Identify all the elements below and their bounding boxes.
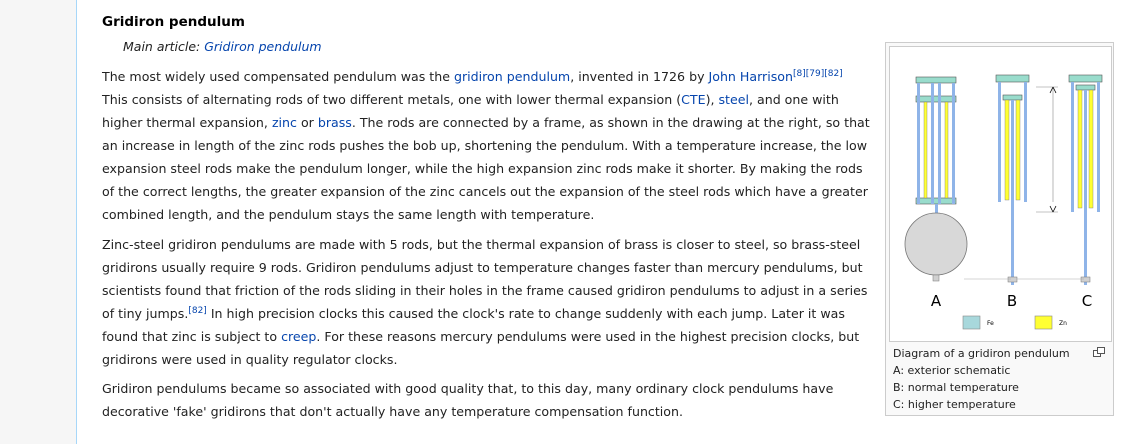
citation-82[interactable]: [82] — [188, 305, 207, 316]
caption-line-c: C: higher temperature — [893, 398, 1016, 411]
section-heading: Gridiron pendulum — [102, 14, 245, 30]
figure-label-c: C — [1081, 292, 1093, 310]
figure-thumbnail — [885, 42, 1114, 416]
pendulum-b-diagram — [996, 75, 1058, 285]
gridiron-diagram-image[interactable] — [889, 46, 1112, 342]
p1-text-7: . The rods are connected by a frame, as shown in the drawing at the right, so that an increase in length of the zinc rods pushes the bob up, shortening the pendulum. With a temperature increase, the low expansion steel rods make the pendulum longer, while the high expansion zinc rods make it shorter. By making the rods of the correct lengths, the greater expansion of the zinc cancels out the expansion of the steel rods which have a greater combined length, and the pendulum stays the same length with temperature. — [102, 115, 870, 222]
p1-text-6: or — [296, 115, 318, 130]
pendulum-a-diagram — [905, 77, 967, 281]
link-cte[interactable]: CTE — [681, 92, 706, 107]
p1-text-1: The most widely used compensated pendulum was the — [102, 69, 454, 84]
caption-line-b: B: normal temperature — [893, 381, 1019, 394]
legend-zn-label: Zn — [1059, 320, 1067, 327]
hatnote — [123, 39, 322, 54]
hatnote-link[interactable]: Gridiron pendulum — [204, 39, 322, 54]
link-gridiron-pendulum[interactable]: gridiron pendulum — [453, 69, 571, 84]
p2-text-2: In high precision clocks this caused the clock's rate to change suddenly with each jump. Later it was found that zinc is subject to — [102, 306, 845, 344]
paragraph-2 — [102, 233, 872, 371]
p1-text-4: ), — [705, 92, 719, 107]
link-creep[interactable]: creep — [281, 329, 317, 344]
p3-text-1: Gridiron pendulums became so associated with good quality that, to this day, many ordinary clock pendulums have decorative 'fake' gridirons that don't actually have any temperature compensation function. — [102, 381, 834, 419]
p1-text-3: This consists of alternating rods of two different metals, one with lower thermal expansion ( — [102, 92, 682, 107]
p1-text-5: , and one with higher thermal expansion, — [102, 92, 839, 130]
enlarge-icon[interactable] — [1093, 342, 1105, 352]
figure-label-a: A — [930, 292, 942, 310]
citation-8-79-82[interactable]: [8][79][82] — [793, 68, 843, 79]
link-john-harrison[interactable]: John Harrison — [708, 69, 793, 84]
article-content — [76, 0, 1130, 444]
figure-caption — [893, 345, 1093, 413]
pendulum-c-diagram — [1069, 75, 1102, 285]
p2-text-1: Zinc-steel gridiron pendulums are made with 5 rods, but the thermal expansion of brass is closer to steel, so brass-steel gridirons usually require 9 rods. Gridiron pendulums adjust to temperature changes faster than mercury pendulums, but scientists found that friction of the rods sliding in their holes in the frame caused gridiron pendulums to adjust in a series of tiny jumps. — [102, 237, 868, 321]
link-zinc[interactable]: zinc — [271, 115, 297, 130]
p1-text-2: , invented in 1726 by — [570, 69, 709, 84]
legend-zn-swatch — [1035, 316, 1052, 329]
link-brass[interactable]: brass — [317, 115, 352, 130]
paragraph-1 — [102, 65, 872, 226]
caption-line-a: A: exterior schematic — [893, 364, 1011, 377]
p2-text-3: . For these reasons mercury pendulums were used in the highest precision clocks, but gridirons were used in quality regulator clocks. — [102, 329, 860, 367]
legend-fe-label: Fe — [987, 320, 994, 327]
link-steel[interactable]: steel — [718, 92, 749, 107]
paragraph-3 — [102, 377, 872, 423]
caption-title: Diagram of a gridiron pendulum — [893, 347, 1070, 360]
figure-label-b: B — [1006, 292, 1018, 310]
legend-fe-swatch — [963, 316, 980, 329]
hatnote-prefix: Main article: — [123, 39, 205, 54]
